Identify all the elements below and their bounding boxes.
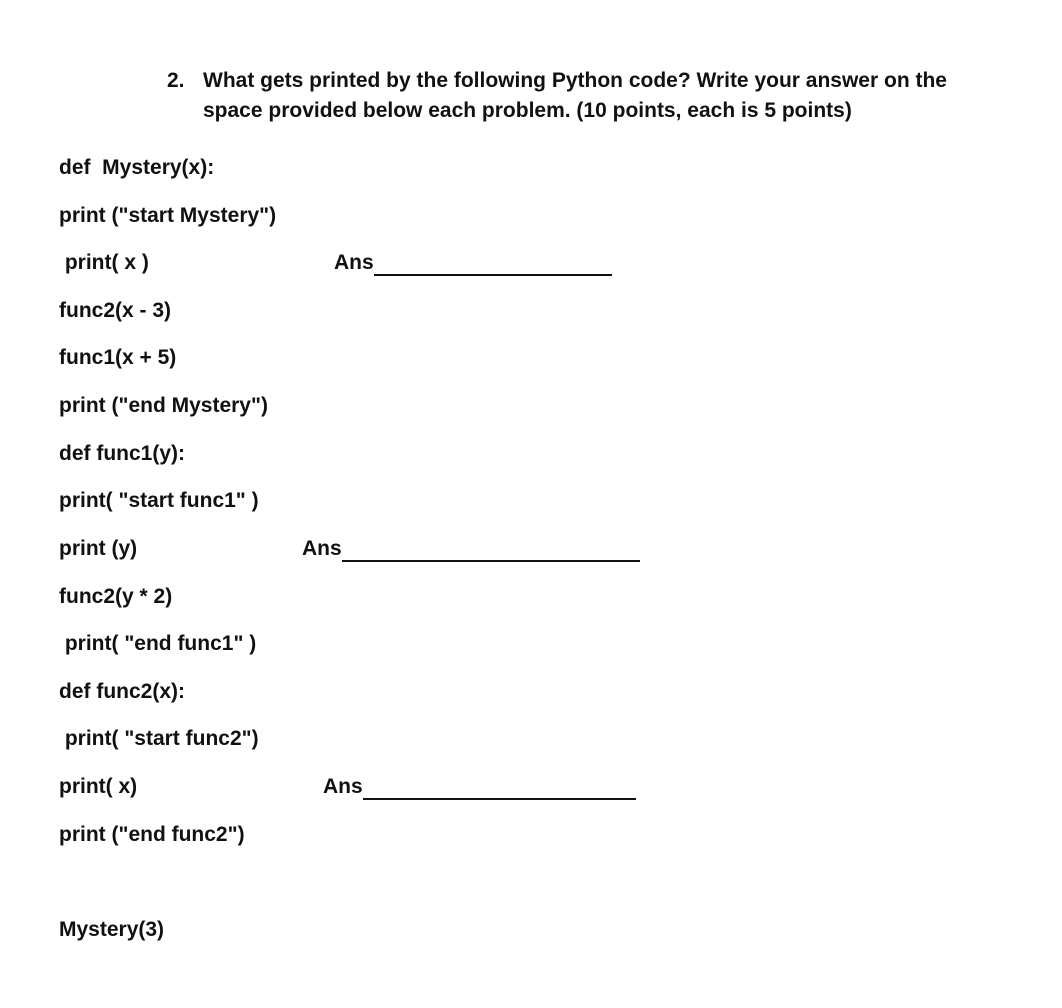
code-line: Mystery(3) bbox=[59, 918, 165, 941]
question bbox=[167, 66, 1007, 126]
answer-3 bbox=[323, 774, 636, 800]
answer-blank[interactable] bbox=[374, 252, 612, 276]
code-line: func2(x - 3) bbox=[59, 299, 172, 322]
answer-blank[interactable] bbox=[342, 538, 640, 562]
code-line: def func1(y): bbox=[59, 442, 185, 465]
answer-1 bbox=[334, 250, 612, 276]
answer-label: Ans bbox=[334, 251, 374, 274]
answer-blank[interactable] bbox=[363, 776, 636, 800]
code-line: def func2(x): bbox=[59, 680, 185, 703]
code-line: print ("end func2") bbox=[59, 823, 245, 846]
code-line: func2(y * 2) bbox=[59, 585, 173, 608]
code-line: print( x) bbox=[59, 775, 138, 798]
answer-2 bbox=[302, 536, 640, 562]
code-line: print( "start func2") bbox=[59, 727, 259, 750]
answer-label: Ans bbox=[302, 537, 342, 560]
code-line: print( "start func1" ) bbox=[59, 489, 259, 512]
code-line: print( x ) bbox=[59, 251, 149, 274]
code-line: print (y) bbox=[59, 537, 138, 560]
code-line: print ("end Mystery") bbox=[59, 394, 268, 417]
question-number: 2. bbox=[167, 69, 185, 92]
answer-label: Ans bbox=[323, 775, 363, 798]
code-line: print ("start Mystery") bbox=[59, 204, 277, 227]
code-line: print( "end func1" ) bbox=[59, 632, 257, 655]
question-text: What gets printed by the following Python code? Write your answer on the space provided below each problem. (10 points, each is 5 points) bbox=[203, 69, 947, 122]
code-line: def Mystery(x): bbox=[59, 156, 215, 179]
code-line: func1(x + 5) bbox=[59, 346, 177, 369]
